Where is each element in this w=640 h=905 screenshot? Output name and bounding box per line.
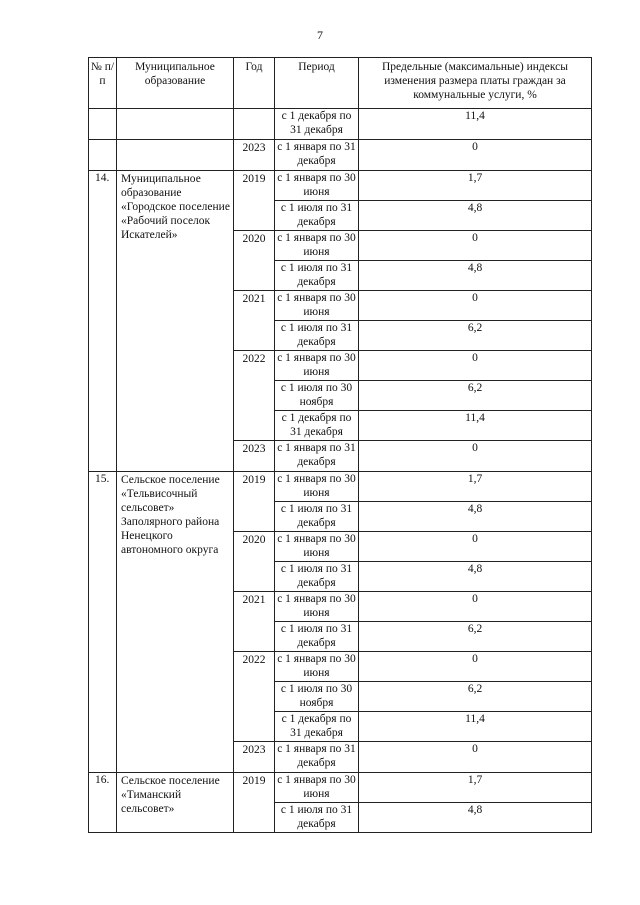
index-value-cell: 0	[359, 231, 592, 261]
municipality-name	[117, 109, 234, 140]
period-cell: с 1 декабря по 31 декабря	[275, 411, 359, 441]
index-value-cell: 1,7	[359, 472, 592, 502]
index-value-cell: 11,4	[359, 109, 592, 140]
year-cell: 2020	[234, 231, 275, 291]
year-cell: 2023	[234, 742, 275, 773]
period-cell: с 1 января по 30 июня	[275, 652, 359, 682]
table-row	[89, 109, 592, 140]
header-period: Период	[275, 58, 359, 109]
period-cell: с 1 декабря по 31 декабря	[275, 712, 359, 742]
table-body	[89, 109, 592, 833]
index-value-cell: 0	[359, 140, 592, 171]
year-cell: 2020	[234, 532, 275, 592]
index-value-cell: 0	[359, 441, 592, 472]
period-cell: с 1 июля по 31 декабря	[275, 803, 359, 833]
index-value-cell: 6,2	[359, 381, 592, 411]
year-cell: 2021	[234, 592, 275, 652]
index-value-cell: 6,2	[359, 622, 592, 652]
index-value-cell: 1,7	[359, 171, 592, 201]
period-cell: с 1 июля по 31 декабря	[275, 261, 359, 291]
index-value-cell: 4,8	[359, 502, 592, 532]
period-cell: с 1 января по 31 декабря	[275, 140, 359, 171]
index-value-cell: 1,7	[359, 773, 592, 803]
municipality-name: Муниципальное образование «Городское поселение «Рабочий поселок Искателей»	[117, 171, 234, 472]
table-row	[89, 773, 592, 803]
year-cell: 2021	[234, 291, 275, 351]
period-cell: с 1 июля по 31 декабря	[275, 622, 359, 652]
period-cell: с 1 июля по 31 декабря	[275, 502, 359, 532]
period-cell: с 1 января по 30 июня	[275, 472, 359, 502]
index-value-cell: 0	[359, 742, 592, 773]
index-value-cell: 6,2	[359, 321, 592, 351]
year-cell: 2022	[234, 652, 275, 742]
period-cell: с 1 января по 30 июня	[275, 231, 359, 261]
year-cell: 2019	[234, 171, 275, 231]
period-cell: с 1 июля по 31 декабря	[275, 201, 359, 231]
row-number	[89, 109, 117, 140]
period-cell: с 1 января по 30 июня	[275, 171, 359, 201]
row-number: 16.	[89, 773, 117, 833]
year-cell: 2019	[234, 773, 275, 833]
page-number: 7	[317, 28, 323, 42]
period-cell: с 1 января по 31 декабря	[275, 441, 359, 472]
index-value-cell: 4,8	[359, 562, 592, 592]
period-cell: с 1 января по 30 июня	[275, 291, 359, 321]
header-num: № п/п	[89, 58, 117, 109]
table-row	[89, 171, 592, 201]
period-cell: с 1 января по 31 декабря	[275, 742, 359, 773]
table-row	[89, 140, 592, 171]
period-cell: с 1 июля по 30 ноября	[275, 682, 359, 712]
period-cell: с 1 января по 30 июня	[275, 773, 359, 803]
index-value-cell: 11,4	[359, 712, 592, 742]
index-value-cell: 4,8	[359, 261, 592, 291]
year-cell	[234, 109, 275, 140]
header-year: Год	[234, 58, 275, 109]
row-number: 15.	[89, 472, 117, 773]
year-cell: 2019	[234, 472, 275, 532]
index-value-cell: 6,2	[359, 682, 592, 712]
index-value-cell: 4,8	[359, 201, 592, 231]
header-index: Предельные (максимальные) индексы изменения размера платы граждан за коммунальные услуги, %	[359, 58, 592, 109]
year-cell: 2023	[234, 441, 275, 472]
period-cell: с 1 июля по 30 ноября	[275, 381, 359, 411]
index-value-cell: 0	[359, 351, 592, 381]
index-value-cell: 0	[359, 291, 592, 321]
index-value-cell: 0	[359, 652, 592, 682]
period-cell: с 1 января по 30 июня	[275, 532, 359, 562]
period-cell: с 1 декабря по 31 декабря	[275, 109, 359, 140]
row-number	[89, 140, 117, 171]
table-header-row	[89, 58, 592, 109]
table-row	[89, 472, 592, 502]
period-cell: с 1 июля по 31 декабря	[275, 321, 359, 351]
row-number: 14.	[89, 171, 117, 472]
index-value-cell: 4,8	[359, 803, 592, 833]
year-cell: 2023	[234, 140, 275, 171]
index-value-cell: 0	[359, 592, 592, 622]
index-value-cell: 11,4	[359, 411, 592, 441]
municipality-name: Сельское поселение «Тиманский сельсовет»	[117, 773, 234, 833]
header-municipality: Муниципальное образование	[117, 58, 234, 109]
utility-index-table	[88, 57, 592, 833]
index-value-cell: 0	[359, 532, 592, 562]
year-cell: 2022	[234, 351, 275, 441]
municipality-name	[117, 140, 234, 171]
period-cell: с 1 января по 30 июня	[275, 351, 359, 381]
municipality-name: Сельское поселение «Тельвисочный сельсовет» Заполярного района Ненецкого автономного округа	[117, 472, 234, 773]
period-cell: с 1 января по 30 июня	[275, 592, 359, 622]
period-cell: с 1 июля по 31 декабря	[275, 562, 359, 592]
